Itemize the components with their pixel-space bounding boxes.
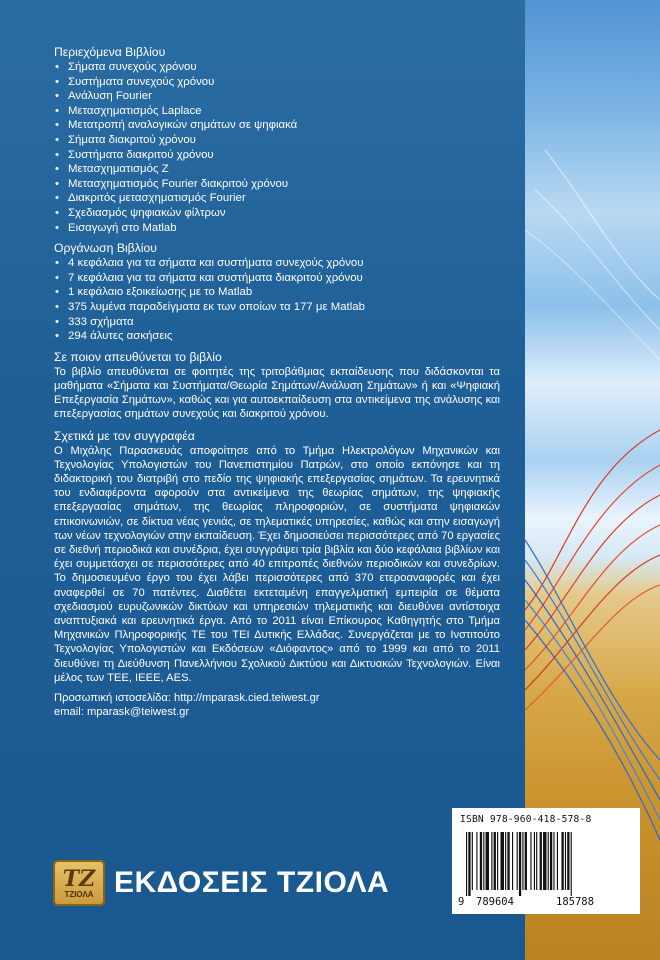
publisher-name: ΕΚΔΟΣΕΙΣ ΤΖΙΟΛΑ xyxy=(114,866,390,899)
barcode-digits-mid: 789604 xyxy=(476,896,514,908)
list-item: • Σχεδιασμός ψηφιακών φίλτρων xyxy=(54,206,500,221)
barcode-bar xyxy=(507,832,509,890)
logo-subtext: ΤΖΙΟΛΑ xyxy=(64,890,94,899)
list-item: • 4 κεφάλαια για τα σήματα και συστήματα συνεχούς χρόνου xyxy=(54,256,500,271)
barcode-bar xyxy=(466,832,467,896)
contents-heading: Περιεχόμενα Βιβλίου xyxy=(54,45,166,59)
list-item: • Μετασχηματισμός Fourier διακριτού χρόνου xyxy=(54,177,500,192)
barcode-bar xyxy=(565,832,566,890)
barcode-bar xyxy=(483,832,484,890)
barcode-bar xyxy=(548,832,549,890)
list-item: • 294 άλυτες ασκήσεις xyxy=(54,329,500,344)
contents-list xyxy=(54,60,500,235)
list-item: • 375 λυμένα παραδείγματα εκ των οποίων τα 177 με Matlab xyxy=(54,300,500,315)
isbn-barcode xyxy=(452,808,640,914)
barcode-bar xyxy=(519,832,521,896)
audience-heading: Σε ποιον απευθύνεται το βιβλίο xyxy=(54,349,222,364)
list-item: • Μετασχηματισμός Laplace xyxy=(54,104,500,119)
barcode-bar xyxy=(497,832,498,890)
barcode-bar xyxy=(480,832,482,890)
barcode-digit-left: 9 xyxy=(458,896,465,908)
barcode-bar xyxy=(571,832,572,896)
barcode-digits-right: 185788 xyxy=(556,896,594,908)
barcode-bar xyxy=(512,832,513,890)
logo-monogram: ΤΖ xyxy=(62,866,96,892)
barcode-bar xyxy=(550,832,552,890)
audience-paragraph: Το βιβλίο απευθύνεται σε φοιτητές της τριτοβάθμιας εκπαίδευσης που διδάσκονται τα μαθήματα «Σήματα και Συστήματα/Θεωρία Σημάτων/Ανάλυση Σημάτων» ή και «Ψηφιακή Επεξεργασία Σημάτων», καθώς και για αυτοεκπαίδευση στα αντικείμενα της ανάλυσης και επεξεργασίας σημάτων συνεχούς και διακριτού χρόνου. xyxy=(54,365,500,421)
barcode-bar xyxy=(501,832,504,890)
barcode-bars xyxy=(460,832,632,896)
barcode-bar xyxy=(567,832,569,890)
organization-heading: Οργάνωση Βιβλίου xyxy=(54,241,157,256)
isbn-label: ISBN 978-960-418-578-8 xyxy=(460,814,592,825)
back-cover-text xyxy=(54,44,500,720)
barcode-bar xyxy=(553,832,554,890)
barcode-bar xyxy=(530,832,531,890)
barcode-bar xyxy=(543,832,546,890)
barcode-bar xyxy=(534,832,535,890)
list-item: • Εισαγωγή στο Matlab xyxy=(54,221,500,236)
barcode-bar xyxy=(522,832,523,890)
list-item: • 1 κεφάλαιο εξοικείωσης με το Matlab xyxy=(54,285,500,300)
email-link[interactable]: email: mparask@teiwest.gr xyxy=(54,706,190,719)
barcode-bar xyxy=(486,832,489,890)
website-link[interactable]: Προσωπική ιστοσελίδα: http://mparask.cied.teiwest.gr xyxy=(54,691,320,704)
barcode-bar xyxy=(557,832,558,890)
publisher-logo xyxy=(53,860,105,906)
organization-list xyxy=(54,256,500,344)
list-item: • Συστήματα διακριτού χρόνου xyxy=(54,148,500,163)
barcode-bar xyxy=(494,832,496,890)
barcode-bar xyxy=(525,832,527,890)
contact-links xyxy=(54,691,500,720)
barcode-bar xyxy=(536,832,537,890)
barcode-bar xyxy=(561,832,563,890)
list-item: • 7 κεφάλαια για τα σήματα και συστήματα διακριτού χρόνου xyxy=(54,271,500,286)
list-item: • Σήματα συνεχούς χρόνου xyxy=(54,60,500,75)
list-item: • Διακριτός μετασχηματισμός Fourier xyxy=(54,191,500,206)
barcode-bar xyxy=(468,832,470,896)
barcode-bar xyxy=(491,832,492,890)
list-item: • Μετασχηματισμός Z xyxy=(54,162,500,177)
barcode-bar xyxy=(517,832,518,890)
author-heading: Σχετικά με τον συγγραφέα xyxy=(54,428,195,443)
barcode-bar xyxy=(505,832,506,890)
list-item: • Σήματα διακριτού χρόνου xyxy=(54,133,500,148)
barcode-bar xyxy=(472,832,473,890)
list-item: • 333 σχήματα xyxy=(54,315,500,330)
barcode-bar xyxy=(476,832,477,890)
list-item: • Μετατροπή αναλογικών σημάτων σε ψηφιακά xyxy=(54,118,500,133)
barcode-bar xyxy=(540,832,542,890)
list-item: • Συστήματα συνεχούς χρόνου xyxy=(54,75,500,90)
list-item: • Ανάλυση Fourier xyxy=(54,89,500,104)
author-paragraph: Ο Μιχάλης Παρασκευάς αποφοίτησε από το Τμήμα Ηλεκτρολόγων Μηχανικών και Τεχνολογίας Υπολογιστών του Πανεπιστημίου Πατρών, στο οποίο εκπόνησε και τη διδακτορική του διατριβή στο πεδίο της ψηφιακής επεξεργασίας σημάτων. Τα ερευνητικά του ενδιαφέροντα αφορούν στα αντικείμενα της θεωρίας σημάτων, της ψηφιακής επεξεργασίας σημάτων, της θεωρίας πληροφοριών, σε συστήματα ψηφιακών επικοινωνιών, σε δίκτυα νέας γενιάς, σε τηλεματικές υπηρεσίες, καθώς και στην εισαγωγή των νέων τεχνολογιών στην εκπαίδευση. Έχει δημοσιεύσει περισσότερες από 70 εργασίες σε διεθνή περιοδικά και συνέδρια, έχει συγγράψει τρία βιβλία και δύο κεφάλαια βιβλίων και έχει συμμετάσχει σε περισσότερες από 40 επιτροπές διεθνών περιοδικών και συνεδρίων. Το δημοσιευμένο έργο του έχει λάβει περισσότερες από 370 ετεροαναφορές και έχει αναφερθεί σε 70 πατέντες. Διαθέτει εκτεταμένη επαγγελματική εμπειρία σε θέματα σχεδιασμού ευρυζωνικών δικτύων και υπηρεσιών τηλεματικής και διευθύνει αντίστοιχα αναπτυξιακά και ερευνητικά έργα. Από το 2011 είναι Επίκουρος Καθηγητής στο Τμήμα Μηχανικών Πληροφορικής ΤΕ του ΤΕΙ Δυτικής Ελλάδας. Συνεργάζεται με το Ινστιτούτο Τεχνολογίας Υπολογιστών και Εκδόσεων «Διόφαντος» από το 1999 και από το 2011 διευθύνει τη Διεύθυνση Πανελλήνιου Σχολικού Δικτύου και Δικτυακών Τεχνολογιών. Είναι μέλος των ΤΕΕ, IEEE, AES. xyxy=(54,444,500,684)
